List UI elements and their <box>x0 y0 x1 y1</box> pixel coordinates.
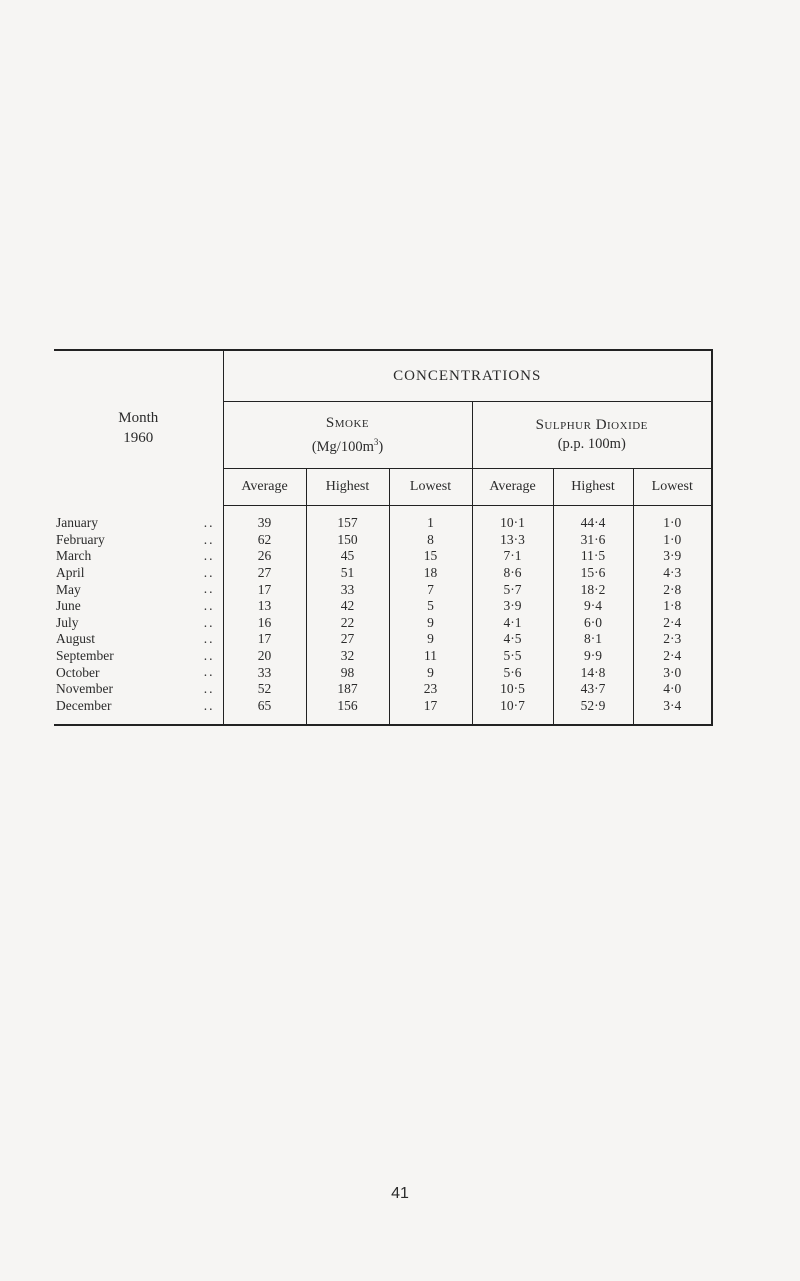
month-label: April <box>56 565 85 581</box>
leader-dots: .. <box>203 548 215 564</box>
smoke-average-cell: 20 <box>223 648 306 665</box>
table-row <box>54 681 712 698</box>
month-label: June <box>56 598 81 614</box>
so2-average-cell: 4·1 <box>472 615 553 632</box>
leader-dots: .. <box>203 597 215 613</box>
leader-dots: .. <box>203 697 215 713</box>
smoke-highest-cell: 33 <box>306 581 389 598</box>
smoke-highest-cell: 157 <box>306 506 389 532</box>
smoke-average-cell: 65 <box>223 698 306 726</box>
so2-highest-cell: 6·0 <box>553 615 633 632</box>
so2-lowest-cell: 1·0 <box>663 515 682 531</box>
so2-lowest-cell: 4·3 <box>663 565 682 581</box>
leader-dots: .. <box>203 631 215 647</box>
page-number: 41 <box>391 1185 409 1202</box>
smoke-lowest-cell: 8 <box>389 532 472 549</box>
month-label: January <box>56 515 98 531</box>
month-label: July <box>56 614 79 630</box>
so2-average-cell: 8·6 <box>472 565 553 582</box>
smoke-lowest-cell: 9 <box>389 664 472 681</box>
smoke-lowest-cell: 7 <box>389 581 472 598</box>
so2-highest-cell: 8·1 <box>553 631 633 648</box>
leader-dots: .. <box>203 581 215 597</box>
month-cell <box>54 548 223 565</box>
table-row <box>54 698 712 726</box>
so2-average-cell: 5·5 <box>472 648 553 665</box>
concentrations-table <box>54 349 713 726</box>
smoke-average-cell: 62 <box>223 532 306 549</box>
so2-unit: (p.p. 100m) <box>557 436 626 452</box>
so2-highest-cell: 11·5 <box>553 548 633 565</box>
smoke-lowest-cell: 9 <box>389 615 472 632</box>
leader-dots: .. <box>203 614 215 630</box>
so2-lowest-cell: 1·0 <box>663 531 682 547</box>
so2-average-cell: 10·7 <box>472 698 553 726</box>
smoke-lowest-header: Lowest <box>389 469 472 506</box>
smoke-highest-cell: 42 <box>306 598 389 615</box>
smoke-highest-header: Highest <box>306 469 389 506</box>
smoke-highest-cell: 150 <box>306 532 389 549</box>
smoke-lowest-cell: 5 <box>389 598 472 615</box>
so2-average-header: Average <box>472 469 553 506</box>
month-cell <box>54 532 223 549</box>
month-label: August <box>56 631 96 647</box>
table-row <box>54 581 712 598</box>
smoke-lowest-cell: 23 <box>389 681 472 698</box>
leader-dots: .. <box>203 564 215 580</box>
table-row <box>54 648 712 665</box>
so2-highest-cell: 15·6 <box>553 565 633 582</box>
smoke-average-cell: 17 <box>223 581 306 598</box>
smoke-average-cell: 17 <box>223 631 306 648</box>
month-cell <box>54 631 223 648</box>
so2-highest-cell: 44·4 <box>553 506 633 532</box>
table-row <box>54 615 712 632</box>
smoke-average-cell: 52 <box>223 681 306 698</box>
smoke-group-header <box>223 402 472 469</box>
concentrations-header: CONCENTRATIONS <box>223 350 712 402</box>
month-header-cell <box>54 350 223 506</box>
month-cell <box>54 698 223 726</box>
leader-dots: .. <box>203 647 215 663</box>
smoke-average-cell: 26 <box>223 548 306 565</box>
leader-dots: .. <box>203 664 215 680</box>
so2-average-cell: 5·6 <box>472 664 553 681</box>
table-row <box>54 506 712 532</box>
smoke-average-cell: 16 <box>223 615 306 632</box>
so2-lowest-cell: 2·8 <box>663 581 682 597</box>
smoke-lowest-cell: 18 <box>389 565 472 582</box>
month-cell <box>54 664 223 681</box>
year-header: 1960 <box>123 430 154 447</box>
so2-title: Sulphur Dioxide <box>535 417 648 433</box>
table-row <box>54 631 712 648</box>
table-row <box>54 664 712 681</box>
so2-average-cell: 3·9 <box>472 598 553 615</box>
smoke-lowest-cell: 15 <box>389 548 472 565</box>
so2-lowest-cell: 3·4 <box>663 697 682 713</box>
so2-highest-cell: 43·7 <box>553 681 633 698</box>
so2-average-cell: 5·7 <box>472 581 553 598</box>
smoke-average-cell: 13 <box>223 598 306 615</box>
smoke-highest-cell: 27 <box>306 631 389 648</box>
so2-average-cell: 7·1 <box>472 548 553 565</box>
month-cell <box>54 581 223 598</box>
month-cell <box>54 565 223 582</box>
table-row <box>54 565 712 582</box>
smoke-lowest-cell: 11 <box>389 648 472 665</box>
so2-average-cell: 13·3 <box>472 532 553 549</box>
month-label: September <box>56 648 114 664</box>
so2-lowest-cell: 4·0 <box>663 681 682 697</box>
so2-highest-cell: 9·9 <box>553 648 633 665</box>
smoke-lowest-cell: 17 <box>389 698 472 726</box>
month-header: Month <box>118 410 159 427</box>
leader-dots: .. <box>203 680 215 696</box>
month-label: October <box>56 664 100 680</box>
smoke-highest-cell: 51 <box>306 565 389 582</box>
so2-lowest-cell: 2·4 <box>663 614 682 630</box>
smoke-lowest-cell: 9 <box>389 631 472 648</box>
month-label: December <box>56 697 112 713</box>
so2-average-cell: 10·1 <box>472 506 553 532</box>
table-row <box>54 548 712 565</box>
so2-highest-header: Highest <box>553 469 633 506</box>
month-cell <box>54 598 223 615</box>
leader-dots: .. <box>203 531 215 547</box>
so2-lowest-cell: 2·4 <box>663 648 682 664</box>
so2-average-cell: 10·5 <box>472 681 553 698</box>
month-cell <box>54 506 223 532</box>
smoke-highest-cell: 187 <box>306 681 389 698</box>
month-cell <box>54 648 223 665</box>
so2-highest-cell: 14·8 <box>553 664 633 681</box>
smoke-average-cell: 27 <box>223 565 306 582</box>
so2-lowest-cell: 2·3 <box>663 631 682 647</box>
month-label: November <box>56 681 113 697</box>
so2-highest-cell: 52·9 <box>553 698 633 726</box>
smoke-lowest-cell: 1 <box>389 506 472 532</box>
smoke-title: Smoke <box>325 414 370 431</box>
so2-highest-cell: 31·6 <box>553 532 633 549</box>
so2-highest-cell: 9·4 <box>553 598 633 615</box>
month-label: February <box>56 531 105 547</box>
smoke-average-cell: 33 <box>223 664 306 681</box>
smoke-average-header: Average <box>223 469 306 506</box>
smoke-highest-cell: 22 <box>306 615 389 632</box>
so2-lowest-header: Lowest <box>633 469 712 506</box>
so2-group-header <box>472 402 712 469</box>
smoke-average-cell: 39 <box>223 506 306 532</box>
table-row <box>54 598 712 615</box>
so2-average-cell: 4·5 <box>472 631 553 648</box>
smoke-highest-cell: 45 <box>306 548 389 565</box>
month-cell <box>54 615 223 632</box>
month-label: May <box>56 581 81 597</box>
table-row <box>54 532 712 549</box>
smoke-highest-cell: 98 <box>306 664 389 681</box>
smoke-highest-cell: 32 <box>306 648 389 665</box>
so2-highest-cell: 18·2 <box>553 581 633 598</box>
so2-lowest-cell: 3·9 <box>663 548 682 564</box>
so2-lowest-cell: 3·0 <box>663 664 682 680</box>
so2-lowest-cell: 1·8 <box>663 598 682 614</box>
month-cell <box>54 681 223 698</box>
table-body <box>54 506 712 726</box>
month-label: March <box>56 548 92 564</box>
leader-dots: .. <box>203 514 215 530</box>
smoke-highest-cell: 156 <box>306 698 389 726</box>
smoke-unit: $(Mg/100m^3)$ <box>311 436 384 455</box>
